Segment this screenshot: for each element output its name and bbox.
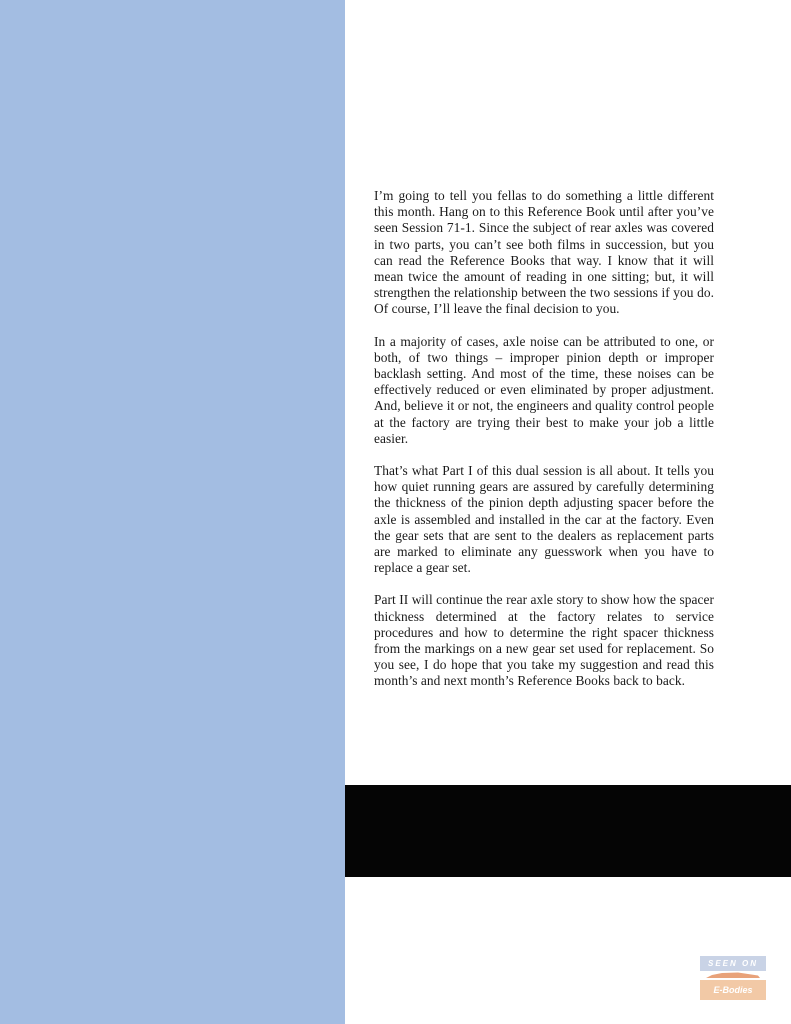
watermark-top-label: SEEN ON bbox=[700, 956, 766, 971]
body-text-column bbox=[374, 188, 714, 706]
car-silhouette-icon bbox=[704, 971, 762, 979]
black-band bbox=[345, 785, 791, 877]
paragraph-2: In a majority of cases, axle noise can be attributed to one, or both, of two things – improper pinion depth or improper backlash setting. And most of the time, these noises can be effectively reduced or even eliminated by proper adjustment. And, believe it or not, the engineers and quality control people at the factory are trying their best to make your job a little easier. bbox=[374, 333, 714, 446]
blue-side-panel bbox=[0, 0, 345, 1024]
paragraph-1: I’m going to tell you fellas to do something a little different this month. Hang on to this Reference Book until after you’ve seen Session 71-1. Since the subject of rear axles was covered in two parts, you can’t see both films in succession, but you can read the Reference Books that way. I know that it will mean twice the amount of reading in one sitting; but, it will strengthen the relationship between the two sessions if you do. Of course, I’ll leave the final decision to you. bbox=[374, 188, 714, 317]
seen-on-ebodies-watermark bbox=[700, 956, 766, 1002]
watermark-bottom-label: E-Bodies bbox=[700, 980, 766, 1000]
paragraph-3: That’s what Part I of this dual session is all about. It tells you how quiet running gears are assured by carefully determining the thickness of the pinion depth adjusting spacer before the axle is assembled and installed in the car at the factory. Even the gear sets that are sent to the dealers as replacement parts are marked to eliminate any guesswork when you have to replace a gear set. bbox=[374, 463, 714, 576]
paragraph-4: Part II will continue the rear axle story to show how the spacer thickness determined at the factory relates to service procedures and how to determine the right spacer thickness from the markings on a new gear set used for replacement. So you see, I do hope that you take my suggestion and read this month’s and next month’s Reference Books back to back. bbox=[374, 592, 714, 689]
